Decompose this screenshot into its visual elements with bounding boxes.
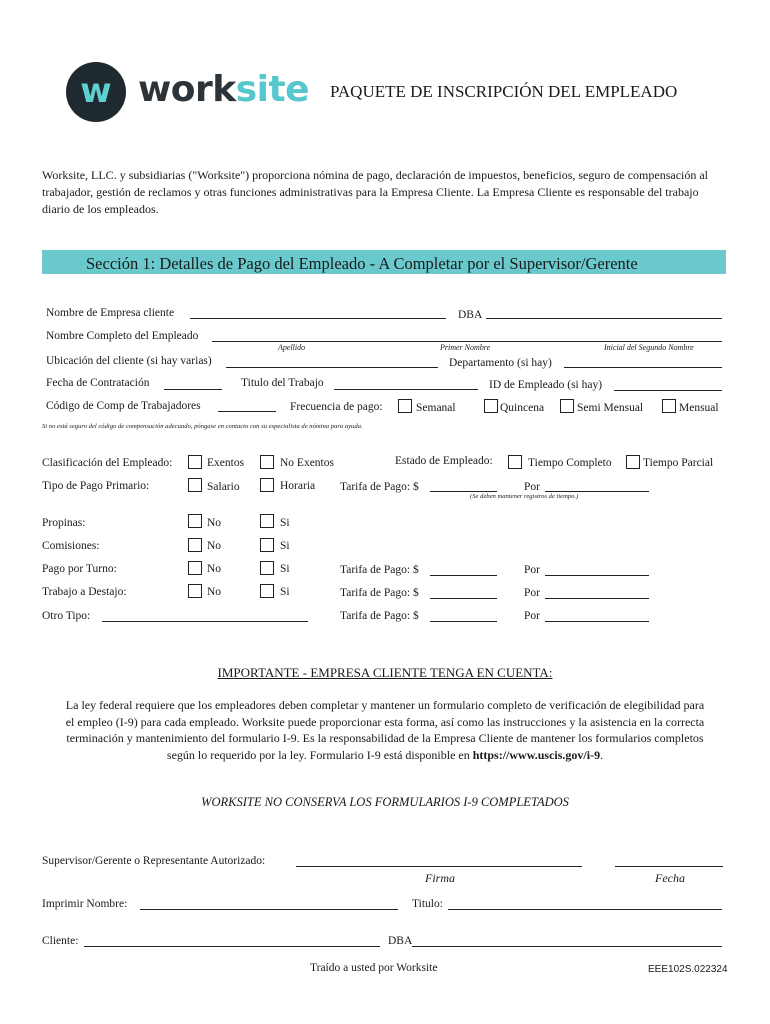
checkbox-turno-si[interactable] (260, 561, 274, 575)
checkbox-propinas-no[interactable] (188, 514, 202, 528)
label-ubicacion: Ubicación del cliente (si hay varias) (46, 355, 212, 367)
intro-paragraph: Worksite, LLC. y subsidiarias ("Worksite") proporciona nómina de pago, declaración de impuestos, beneficios, seguro de compensación al trabajador, gestión de reclamos y otras funciones administrativas para la Empresa Cliente. La Empresa Cliente es responsable del trabajo diario de los empleados. (42, 168, 709, 216)
important-title: IMPORTANTE - EMPRESA CLIENTE TENGA EN CUENTA: (217, 665, 553, 680)
label-tarifa-horaria: Tarifa de Pago: $ (340, 481, 419, 493)
field-titulo-trabajo[interactable] (334, 389, 478, 390)
field-dba-firma[interactable] (412, 946, 722, 947)
checkbox-destajo-no[interactable] (188, 584, 202, 598)
label-comisiones-no: No (207, 540, 222, 552)
field-ubicacion[interactable] (226, 367, 438, 368)
page-title: PAQUETE DE INSCRIPCIÓN DEL EMPLEADO (330, 82, 678, 101)
label-no-exentos: No Exentos (280, 457, 334, 469)
section1-title: Sección 1: Detalles de Pago del Empleado - A Completar por el Supervisor/Gerente (86, 254, 638, 273)
label-horaria: Horaria (280, 480, 316, 492)
field-titulo[interactable] (448, 909, 722, 910)
field-imprimir-nombre[interactable] (140, 909, 398, 910)
field-codigo-comp[interactable] (218, 411, 276, 412)
label-exentos: Exentos (207, 457, 245, 469)
label-clasificacion: Clasificación del Empleado: (42, 457, 173, 469)
field-tarifa-otro[interactable] (430, 621, 497, 622)
field-otro-tipo[interactable] (102, 621, 308, 622)
label-cliente: Cliente: (42, 935, 79, 947)
label-codigo-comp: Código de Comp de Trabajadores (46, 400, 201, 412)
label-propinas-si: Si (280, 517, 290, 529)
label-destajo-no: No (207, 586, 222, 598)
checkbox-quincena[interactable] (484, 399, 498, 413)
checkbox-horaria[interactable] (260, 478, 274, 492)
label-comisiones: Comisiones: (42, 540, 100, 552)
checkbox-tiempo-completo[interactable] (508, 455, 522, 469)
label-imprimir-nombre: Imprimir Nombre: (42, 898, 128, 910)
field-fecha-contratacion[interactable] (164, 389, 222, 390)
label-dba: DBA (458, 309, 483, 321)
field-empresa-cliente[interactable] (190, 318, 446, 319)
label-semi-mensual: Semi Mensual (577, 402, 644, 414)
note-codigo: Si no está seguro del código de compensación adecuado, póngase en contacto con su especialista de nómina para ayuda. (42, 423, 363, 430)
checkbox-comisiones-no[interactable] (188, 538, 202, 552)
important-body-end: . (600, 747, 604, 762)
uscis-link[interactable]: https://www.uscis.gov/i-9 (472, 747, 601, 762)
field-dba[interactable] (486, 318, 722, 319)
label-por-horaria: Por (524, 481, 540, 493)
worksite-logo-mark: w (66, 62, 126, 122)
label-titulo: Titulo: (412, 898, 443, 910)
field-departamento[interactable] (564, 367, 722, 368)
worksite-logo-wordmark (138, 69, 310, 110)
field-firma[interactable] (296, 866, 582, 867)
label-id-empleado: ID de Empleado (si hay) (489, 379, 603, 391)
label-pago-turno: Pago por Turno: (42, 563, 117, 575)
checkbox-mensual[interactable] (662, 399, 676, 413)
field-fecha[interactable] (615, 866, 723, 867)
checkbox-comisiones-si[interactable] (260, 538, 274, 552)
field-tarifa-horaria[interactable] (430, 491, 497, 492)
label-nombre-completo: Nombre Completo del Empleado (46, 330, 199, 342)
label-propinas: Propinas: (42, 517, 86, 529)
label-por-turno: Por (524, 564, 540, 576)
label-empresa-cliente: Nombre de Empresa cliente (46, 307, 175, 319)
checkbox-semanal[interactable] (398, 399, 412, 413)
label-tarifa-otro: Tarifa de Pago: $ (340, 610, 419, 622)
field-por-horaria[interactable] (545, 491, 649, 492)
label-tiempo-parcial: Tiempo Parcial (643, 457, 714, 469)
label-tarifa-destajo: Tarifa de Pago: $ (340, 587, 419, 599)
checkbox-no-exentos[interactable] (260, 455, 274, 469)
field-tarifa-turno[interactable] (430, 575, 497, 576)
label-semanal: Semanal (416, 402, 456, 414)
field-por-turno[interactable] (545, 575, 649, 576)
logo-word-part1: work (138, 69, 236, 110)
sub-inicial: Inicial del Segundo Nombre (604, 343, 694, 352)
label-trabajo-destajo: Trabajo a Destajo: (42, 586, 127, 598)
label-turno-si: Si (280, 563, 290, 575)
label-otro-tipo: Otro Tipo: (42, 610, 91, 622)
field-por-otro[interactable] (545, 621, 649, 622)
label-fecha-contratacion: Fecha de Contratación (46, 377, 150, 389)
label-departamento: Departamento (si hay) (449, 357, 552, 369)
sub-firma: Firma (425, 871, 455, 885)
label-supervisor: Supervisor/Gerente o Representante Autorizado: (42, 855, 266, 867)
label-quincena: Quincena (500, 402, 545, 414)
checkbox-exentos[interactable] (188, 455, 202, 469)
important-body-text: La ley federal requiere que los empleadores deben completar y mantener un formulario completo de verificación de elegibilidad para el empleo (I-9) para cada empleado. Worksite puede proporcionar esta forma, así como las instrucciones y la asistencia en la correcta terminación y mantenimiento del formulario I-9. Es la responsabilidad de la Empresa Cliente de mantener los formularios completos según lo requerido por la ley. Formulario I-9 está disponible en (65, 698, 705, 762)
logo-word-part2: site (235, 69, 310, 110)
label-estado: Estado de Empleado: (395, 455, 493, 467)
label-tarifa-turno: Tarifa de Pago: $ (340, 564, 419, 576)
checkbox-destajo-si[interactable] (260, 584, 274, 598)
sub-fecha: Fecha (655, 871, 685, 885)
label-dba-firma: DBA (388, 935, 413, 947)
label-frecuencia: Frecuencia de pago: (290, 401, 383, 413)
label-titulo-trabajo: Titulo del Trabajo (241, 377, 324, 389)
i9-retention-note: WORKSITE NO CONSERVA LOS FORMULARIOS I-9 COMPLETADOS (201, 795, 569, 809)
label-mensual: Mensual (679, 402, 719, 414)
label-turno-no: No (207, 563, 222, 575)
label-por-destajo: Por (524, 587, 540, 599)
label-tipo-pago: Tipo de Pago Primario: (42, 480, 150, 492)
label-por-otro: Por (524, 610, 540, 622)
label-salario: Salario (207, 481, 240, 493)
checkbox-salario[interactable] (188, 478, 202, 492)
sub-apellido: Apellido (278, 343, 306, 352)
label-destajo-si: Si (280, 586, 290, 598)
checkbox-semi-mensual[interactable] (560, 399, 574, 413)
sub-primer-nombre: Primer Nombre (440, 343, 491, 352)
checkbox-turno-no[interactable] (188, 561, 202, 575)
field-nombre-completo[interactable] (212, 341, 722, 342)
field-por-destajo[interactable] (545, 598, 649, 599)
field-id-empleado[interactable] (614, 390, 722, 391)
footer-code: EEE102S.022324 (648, 964, 728, 975)
label-tiempo-completo: Tiempo Completo (528, 457, 612, 469)
field-tarifa-destajo[interactable] (430, 598, 497, 599)
label-propinas-no: No (207, 517, 222, 529)
important-body (62, 697, 708, 763)
checkbox-propinas-si[interactable] (260, 514, 274, 528)
footer-traido: Traído a usted por Worksite (310, 962, 438, 974)
note-registros-tiempo: (Se deben mantener registros de tiempo.) (470, 493, 579, 500)
field-cliente[interactable] (84, 946, 380, 947)
checkbox-tiempo-parcial[interactable] (626, 455, 640, 469)
label-comisiones-si: Si (280, 540, 290, 552)
